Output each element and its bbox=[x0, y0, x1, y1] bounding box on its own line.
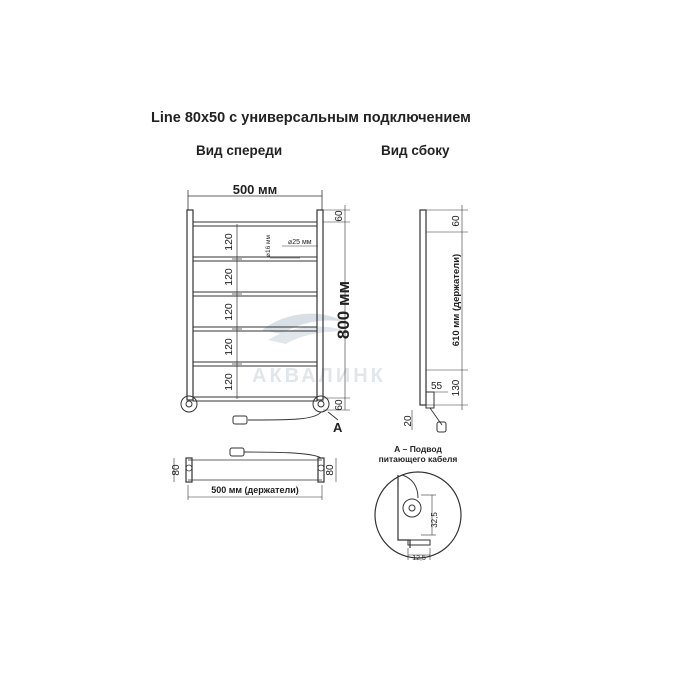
detail-caption-1: А – Подвод bbox=[394, 444, 442, 454]
rung-diameter-label: ⌀16 мм bbox=[265, 235, 272, 257]
side-view-heading: Вид сбоку bbox=[381, 143, 450, 158]
front-view-heading: Вид спереди bbox=[196, 143, 283, 158]
spacing-label-3: 120 bbox=[223, 303, 235, 321]
drawing-title: Line 80x50 с универсальным подключением bbox=[151, 110, 471, 126]
detail-width-dim: 12,5 bbox=[412, 555, 426, 562]
front-bottom-gap: 60 bbox=[334, 399, 345, 411]
side-cable-dim: 20 bbox=[403, 415, 414, 427]
front-view bbox=[181, 190, 350, 424]
top-right-depth: 80 bbox=[325, 464, 336, 476]
side-holders-dim: 610 мм (держатели) bbox=[451, 253, 462, 347]
side-offset-dim: 55 bbox=[431, 381, 443, 392]
side-bottom-dim: 130 bbox=[451, 379, 462, 397]
watermark-text: АКВАЛИНК bbox=[252, 365, 386, 387]
post-diameter-label: ⌀25 мм bbox=[288, 239, 312, 246]
spacing-label-5: 120 bbox=[223, 373, 235, 391]
watermark-logo bbox=[252, 314, 386, 387]
side-top-dim: 60 bbox=[451, 215, 462, 227]
spacing-label-1: 120 bbox=[223, 233, 235, 251]
top-left-depth: 80 bbox=[171, 464, 182, 476]
detail-height-dim: 32,5 bbox=[430, 512, 439, 528]
spacing-label-4: 120 bbox=[223, 338, 235, 356]
front-width-label: 500 мм bbox=[232, 182, 278, 197]
detail-caption-2: питающего кабеля bbox=[378, 454, 458, 464]
detail-marker: A bbox=[333, 420, 343, 435]
spacing-label-2: 120 bbox=[223, 268, 235, 286]
front-height-label: 800 мм bbox=[334, 280, 353, 340]
top-holders-width: 500 мм (держатели) bbox=[211, 485, 299, 495]
front-top-gap: 60 bbox=[334, 210, 345, 222]
detail-a-view bbox=[375, 472, 461, 560]
